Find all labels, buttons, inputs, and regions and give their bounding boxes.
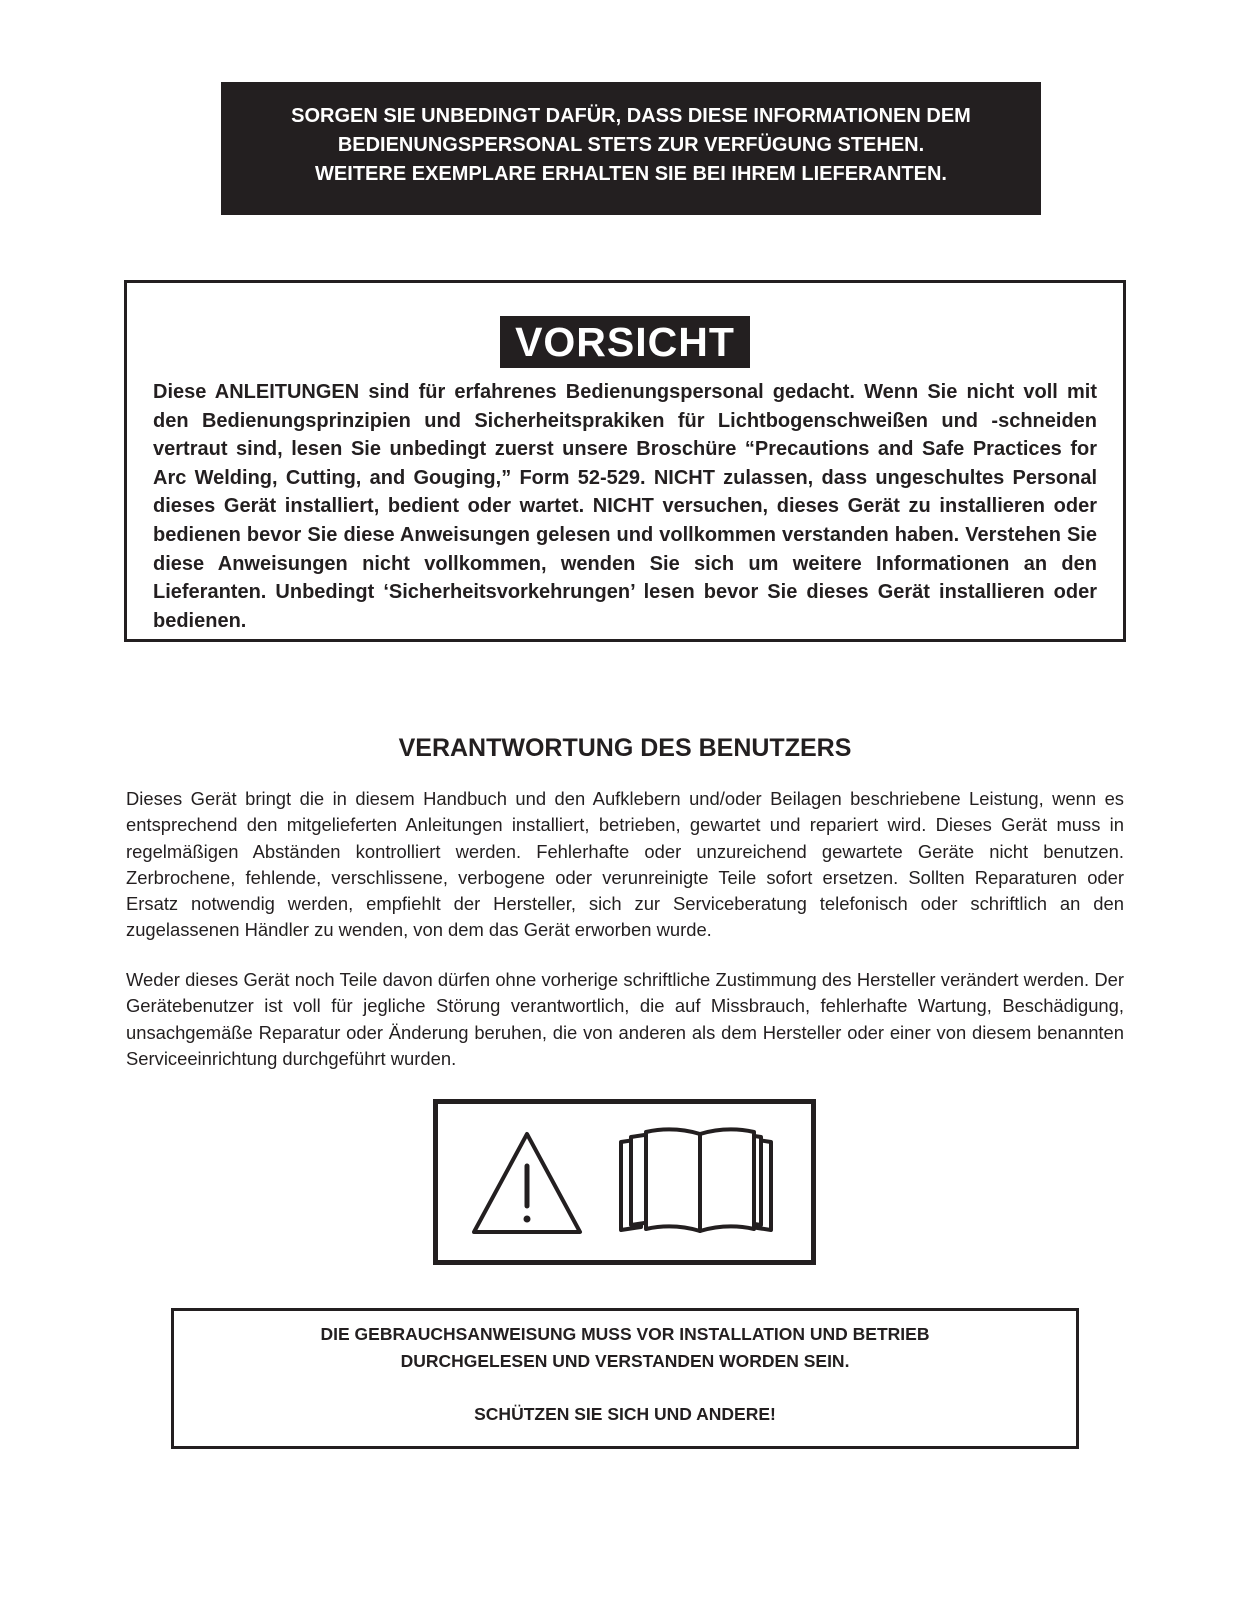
responsibility-paragraph-1: Dieses Gerät bringt die in diesem Handbuch und den Aufklebern und/oder Beilagen beschriebene Leistung, wenn es entsprechend den mitgelieferten Anleitungen installiert, betrieben, gewartet und repariert wird. Dieses Gerät muss in regelmäßigen Abständen kontrolliert werden. Fehlerhafte oder unzureichend gewartete Geräte nicht benutzen. Zerbrochene, fehlende, verschlissene, verbogene oder verunreinigte Teile sofort ersetzen. Sollten Reparaturen oder Ersatz notwendig werden, empfiehlt der Hersteller, sich zur Serviceberatung telefonisch oder schriftlich an den zugelassenen Händler zu wenden, von dem das Gerät erworben wurde.	[126, 788, 1124, 941]
top-notice-line-3: WEITERE EXEMPLARE ERHALTEN SIE BEI IHREM LIEFERANTEN.	[315, 163, 947, 185]
safety-symbols-box	[433, 1099, 816, 1265]
top-notice-line-2: BEDIENUNGSPERSONAL STETS ZUR VERFÜGUNG STEHEN.	[337, 134, 925, 156]
bottom-notice-line-3: SCHÜTZEN SIE SICH UND ANDERE!	[474, 1404, 776, 1424]
bottom-notice-box	[171, 1308, 1079, 1449]
responsibility-paragraph-2: Weder dieses Gerät noch Teile davon dürfen ohne vorherige schriftliche Zustimmung des Hersteller verändert werden. Der Gerätebenutzer ist voll für jegliche Störung verantwortlich, die auf Missbrauch, fehlerhafte Wartung, Beschädigung, unsachgemäße Reparatur oder Änderung beruhen, die von anderen als dem Hersteller oder einer von diesem benannten Serviceeinrichtung durchgeführt wurden.	[126, 969, 1124, 1069]
bottom-notice-line-1: DIE GEBRAUCHSANWEISUNG MUSS VOR INSTALLATION UND BETRIEB	[320, 1324, 930, 1344]
bottom-notice-spacer	[174, 1375, 1076, 1401]
responsibility-heading: VERANTWORTUNG DES BENUTZERS	[398, 734, 852, 762]
top-notice-banner	[221, 82, 1041, 215]
warning-triangle-icon	[474, 1134, 580, 1232]
caution-text: Diese ANLEITUNGEN sind für erfahrenes Bedienungspersonal gedacht. Wenn Sie nicht voll mit den Bedienungsprinzipien und Sicherheitsprakiken für Lichtbogenschweißen und -schneiden vertraut sind, lesen Sie unbedingt zuerst unsere Broschüre “Precautions and Safe Practices for Arc Welding, Cutting, and Gouging,” Form 52-529. NICHT zulassen, dass ungeschultes Personal dieses Gerät installiert, bedient oder wartet. NICHT versuchen, dieses Gerät zu installieren oder bedienen bevor Sie diese Anweisungen gelesen und vollkommen verstanden haben. Verstehen Sie diese Anweisungen nicht vollkommen, wenden Sie sich um weitere Informationen an den Lieferanten. Unbedingt ‘Sicherheitsvorkehrungen’ lesen bevor Sie dieses Gerät installieren oder bedienen.	[153, 381, 1097, 632]
bottom-notice-line-2: DURCHGELESEN UND VERSTANDEN WORDEN SEIN.	[400, 1351, 850, 1371]
top-notice-line-1: SORGEN SIE UNBEDINGT DAFÜR, DASS DIESE INFORMATIONEN DEM	[291, 105, 971, 127]
open-manual-icon	[621, 1129, 771, 1231]
caution-title: VORSICHT	[500, 316, 750, 368]
